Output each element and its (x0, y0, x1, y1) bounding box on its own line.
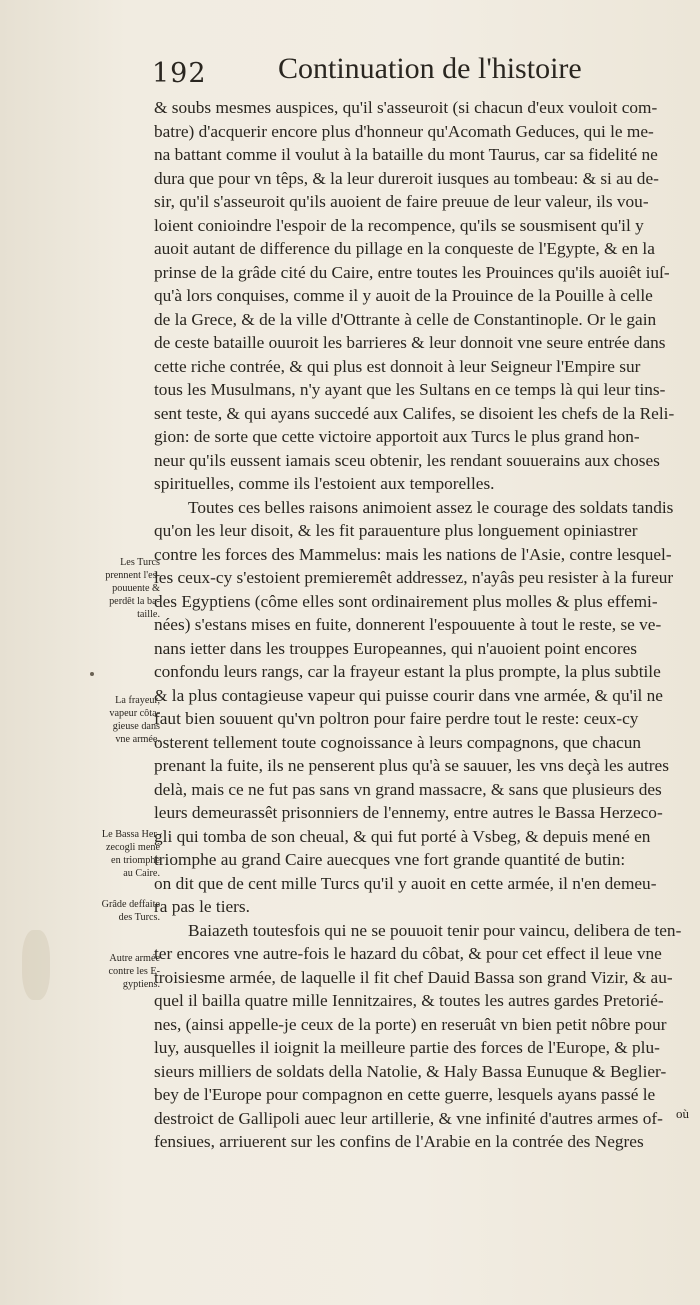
text-line: qu'à lors conquises, comme il y auoit de la Prouince de la Pouille à celle (154, 286, 653, 305)
text-line: nées) s'estans mises en fuite, donnerent l'espouuente à tout le reste, se ve- (154, 615, 662, 634)
margin-note (84, 556, 160, 621)
margin-note-line: perdêt la ba- (109, 596, 160, 607)
text-line: ter encores vne autre-fois le hazard du côbat, & pour cet effect il leue vne (154, 944, 662, 963)
text-line: de ceste bataille ouuroit les barrieres & leur donnoit vne seure entrée dans (154, 333, 666, 352)
margin-note-line: vapeur côta- (109, 708, 160, 719)
text-line: gli qui tomba de son cheual, & qui fut porté à Vsbeg, & depuis mené en (154, 826, 651, 846)
text-line: faut bien souuent qu'vn poltron pour faire perdre tout le reste: ceux-cy (154, 709, 639, 728)
text-line: sir, qu'il s'asseuroit qu'ils auoient de faire preuue de leur valeur, ils vou- (154, 192, 649, 211)
text-line: ra pas le tiers. (154, 897, 250, 916)
text-line: prinse de la grâde cité du Caire, entre toutes les Prouinces qu'ils auoiêt iuſ- (154, 262, 670, 282)
body-text (154, 96, 694, 1154)
margin-note-line: contre les E- (108, 966, 160, 977)
margin-note (84, 952, 160, 991)
text-line: luy, ausquelles il ioignit la meilleure partie des forces de l'Europe, & plu- (154, 1038, 660, 1057)
margin-note-line: Autre armée (109, 953, 160, 964)
text-line: prenant la fuite, ils ne penserent plus qu'à se sauuer, les vns deçà les autres (154, 756, 669, 775)
text-line: triomphe au grand Caire auecques vne fort grande quantité de butin: (154, 850, 626, 869)
text-line: tous les Musulmans, n'y ayant que les Sultans en ce temps là qui leur tins- (154, 380, 666, 399)
text-line: cette riche contrée, & qui plus est donnoit à leur Seigneur l'Empire sur (154, 356, 641, 376)
margin-note-line: vne armée. (115, 734, 160, 745)
text-line: na battant comme il voulut à la bataille du mont Taurus, car sa fidelité ne (154, 145, 658, 164)
text-line: sent teste, & qui ayans succedé aux Califes, se disoient les chefs de la Reli- (154, 403, 675, 423)
margin-note (84, 898, 160, 924)
margin-note-line: au Caire. (123, 868, 160, 879)
margin-note-line: des Turcs. (118, 912, 160, 923)
paragraph-start-line: Toutes ces belles raisons animoient assez le courage des soldats tandis (188, 497, 674, 517)
text-line: nans ietter dans les trouppes Europeannes, qui n'auoient point encores (154, 638, 638, 658)
margin-note-line: gieuse dans (112, 721, 160, 732)
text-line: loient conioindre l'espoir de la recompence, qu'ils se sousmisent qu'il y (154, 215, 644, 235)
text-line: qu'on les leur disoit, & les fit parauenture plus longuement opiniastrer (154, 521, 638, 540)
text-line: fensiues, arriuerent sur les confins de l'Arabie en la contrée des Negres (154, 1132, 644, 1151)
text-line: spirituelles, comme ils l'estoient aux temporelles. (154, 474, 495, 493)
margin-note-line: en triomphe (111, 855, 160, 866)
text-line: contre les forces des Mammelus: mais les nations de l'Asie, contre lesquel- (154, 544, 672, 564)
text-line: & la plus contagieuse vapeur qui puisse courir dans vne armée, & qu'il ne (154, 685, 663, 705)
text-line: on dit que de cent mille Turcs qu'il y auoit en cette armée, il n'en demeu- (154, 873, 657, 893)
text-line: & soubs mesmes auspices, qu'il s'asseuroit (si chacun d'eux vouloit com- (154, 98, 658, 117)
text-line: nes, (ainsi appelle-je ceux de la porte) en reseruât vn bien petit nôbre pour (154, 1014, 667, 1034)
margin-note-line: pouuente & (112, 583, 160, 594)
paper-stain (22, 930, 50, 1000)
text-line: confondu leurs rangs, car la frayeur estant la plus prompte, la plus subtile (154, 662, 661, 681)
text-line: osterent tellement toute cognoissance à leurs compagnons, que chacun (154, 732, 642, 752)
text-line: bey de l'Europe pour compagnon en cette guerre, lesquels ayans passé le (154, 1085, 656, 1104)
text-line: auoit autant de difference du pillage en la conqueste de l'Egypte, & en la (154, 239, 655, 258)
margin-note-line: La frayeur, (115, 695, 160, 706)
margin-note-line: Les Turcs (120, 557, 160, 568)
margin-note-line: prennent l'es- (105, 570, 160, 581)
text-line: dura que pour vn têps, & la leur dureroit iusques au tombeau: & si au de- (154, 168, 659, 188)
text-line: neur qu'ils eussent iamais sceu obtenir, les rendant souuerains aux choses (154, 450, 660, 470)
text-line: batre) d'acquerir encore plus d'honneur qu'Acomath Geduces, qui le me- (154, 121, 654, 141)
text-line: des Egyptiens (côme elles sont ordinairement plus molles & plus effemi- (154, 591, 658, 611)
text-line: leurs demeurassêt prisonniers de l'ennemy, entre autres le Bassa Herzeco- (154, 803, 663, 822)
text-line: delà, mais ce ne fut pas sans vn grand massacre, & sans que plusieurs des (154, 779, 662, 799)
page-number: 192 (152, 58, 207, 89)
margin-note (84, 828, 160, 880)
catchword: où (676, 1106, 689, 1121)
margin-mark (90, 672, 94, 676)
text-line: de la Grece, & de la ville d'Ottrante à celle de Constantinople. Or le gain (154, 309, 657, 329)
text-line: troisiesme armée, de laquelle il fit chef Dauid Bassa son grand Vizir, & au- (154, 967, 673, 987)
text-line: sieurs milliers de soldats della Natolie, & Haly Bassa Eunuque & Beglier- (154, 1061, 667, 1081)
margin-note-line: taille. (137, 609, 160, 620)
text-line: les ceux-cy s'estoient premieremêt addressez, n'ayâs peu resister à la fureur (154, 568, 674, 587)
running-title: Continuation de l'histoire (278, 52, 582, 85)
margin-note-line: Grâde deffaite (101, 899, 160, 910)
margin-note-line: zecogli mené (105, 842, 160, 853)
text-line: destroict de Gallipoli auec leur artillerie, & vne infinité d'autres armes of- (154, 1108, 663, 1128)
paragraph-start-line: Baiazeth toutesfois qui ne se pouuoit tenir pour vaincu, delibera de ten- (188, 920, 682, 940)
text-line: quel il bailla quatre mille Iennitzaires, & toutes les autres gardes Pretorié- (154, 991, 664, 1010)
margin-note (84, 694, 160, 746)
margin-note-line: Le Bassa Her- (101, 829, 160, 840)
margin-note-line: gyptiens. (122, 979, 160, 990)
text-line: gion: de sorte que cette victoire apportoit aux Turcs le plus grand hon- (154, 427, 640, 446)
